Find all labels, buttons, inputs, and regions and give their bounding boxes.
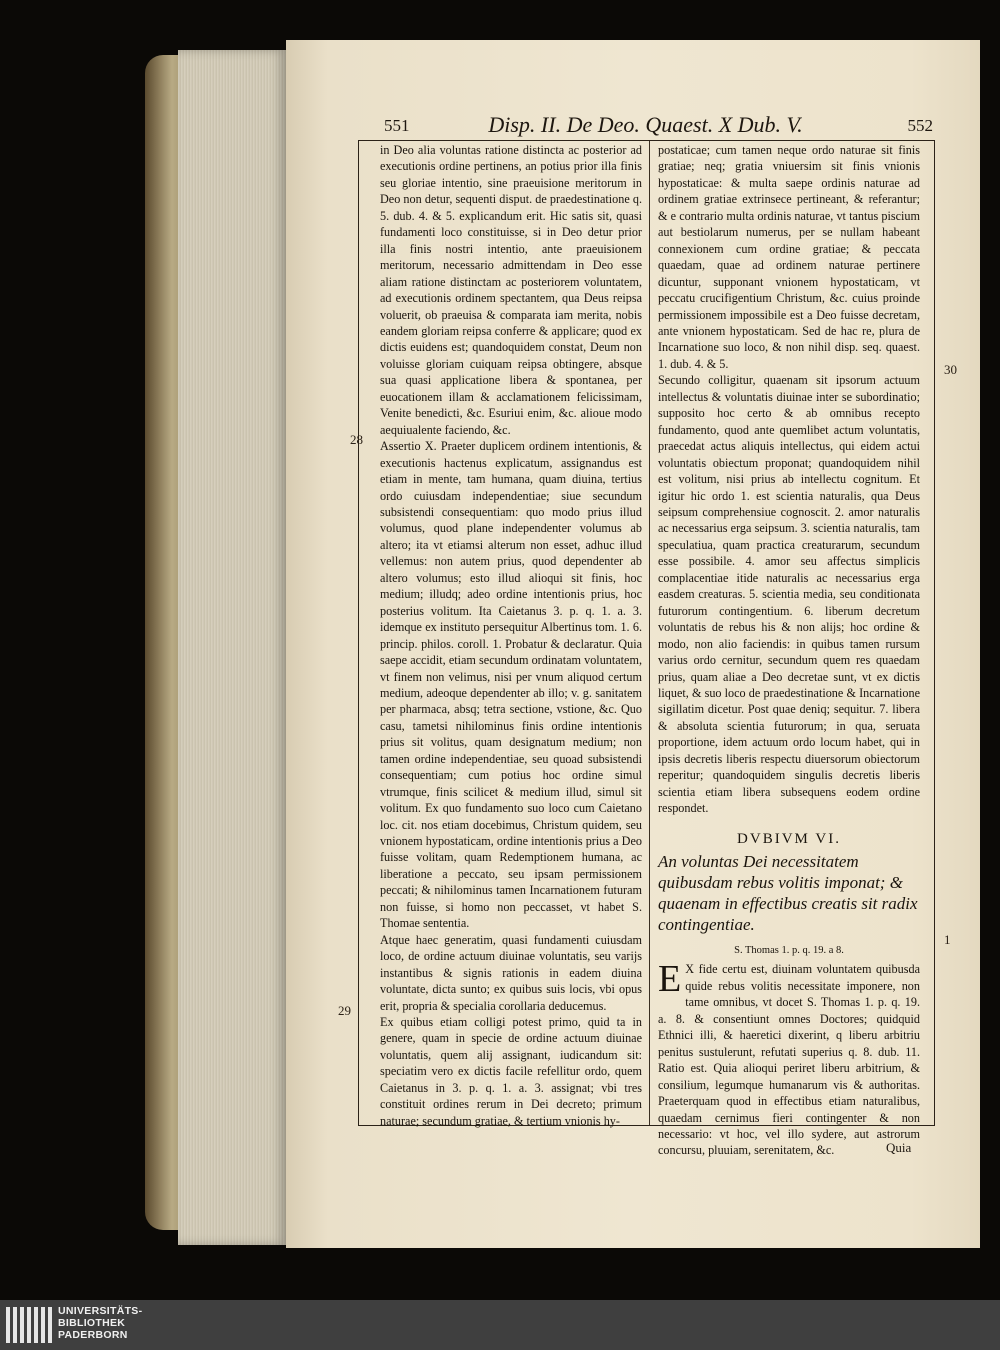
page-fore-edge: [178, 50, 286, 1245]
dubium-question: An voluntas Dei necessitatem quibusdam rebus volitis imponat; & quaenam in effectibus creatis sit radix contingentiae.: [658, 852, 918, 935]
running-title: Disp. II. De Deo. Quaest. X Dub. V.: [488, 112, 803, 137]
logo-line: UNIVERSITÄTS-: [58, 1305, 143, 1317]
dubium-text: X fide certu est, diuinam voluntatem quibusda quide rebus volitis necessitate imponere, non tame omnibus, vt docet S. Thomas 1. p. q. 19. a. 8. & consentiunt omnes Doctores; quidquid Ethnici illi, & haeretici dixerint, q liberu arbitriu penitus sustulerunt, refutati superius q. 8. dub. 11. Ratio est. Quia alioqui periret liberu arbitrium, & consilium, legumque humanarum vis & authoritas. Praeterquam quod in effectibus etiam naturalibus, quaedam cernimus fieri contingenter & non necessario: vt hoc, vel illo sydere, aut astrorum concursu, pluuiam, serenitatem, &c.: [658, 962, 920, 1158]
margin-number: 29: [338, 1003, 351, 1018]
paragraph: postaticae; cum tamen neque ordo naturae sit finis gratiae; neq; gratia vniuersim sit finis vnionis hypostaticae: & multa saepe ordinis naturae ad ordinem gratiae extrinsece pertineant, & referantur; & e contrario multa ordinis naturae, vt tantus piscium aut bestiolarum numerus, per se nullam habeant connexionem cum ordine gratiae; & peccata quaedam, quae ad ordinem naturae pertinere dicuntur, supponant vnionem hypostaticam, vt peccatu crucifigentium Christum, &c. cuius proinde permissionem impossibile est a Deo fuisse decretam, ante vnionem hypostaticam. Sed de hac re, plura de Incarnatione suo loco, & non nihil disp. seq. quaest. 1. dub. 4. & 5.: [658, 143, 920, 371]
column-divider: [649, 141, 650, 1125]
dubium-heading: DVBIVM VI.: [737, 830, 841, 847]
dubium-paragraph: [658, 958, 920, 1158]
library-logo-text: [58, 1305, 142, 1341]
margin-number: 30: [944, 362, 957, 377]
page-content: [286, 40, 980, 1248]
paragraph: in Deo alia voluntas ratione distincta ac posterior ad executionis ordine pertinens, an potius prior illa finis seu gloriae intentio, sine praeuisione meritorum in Deo non detur, sequenti disput. de praedestinatione q. 5. dub. 4. & 5. explicandum erit. Hic satis sit, quasi fundamenti loco constituisse, si in Deo detur prior illa finis nostri intentio, ante praeuisionem meritorum, necessario admittendam in Deo esse aliam ratione distinctam ac posteriorem voluntatem, ad executionis ordinem spectantem, qua Deus reipsa voluerit, ob praeuisa & comparata iam merita, nobis eandem gloriam reipsa conferre & applicare; quod ex dictis euidens est; quandoquidem constat, Deum non voluisse gloriam cuiquam reipsa obtingere, absque sua quasi applicatione libera & spontanea, per euocationem illam & acclamationem felicissimam, Venite benedicti, &c. Esuriui enim, &c. alioue modo aequiualente faciendo, &c.: [380, 143, 642, 437]
logo-line: PADERBORN: [58, 1329, 128, 1341]
right-column: [658, 142, 920, 1159]
citation: S. Thomas 1. p. q. 19. a 8.: [734, 945, 844, 957]
paragraph: Assertio X. Praeter duplicem ordinem intentionis, & executionis hactenus explicatum, assignandus est etiam in mente, tam humana, quam diuina, tertius ordo cuiusdam independentiae; siue secundum subsistendi consequentiam: quo modo prius illud volumus, quod plane independenter volumus ab altero; ita vt etiamsi alterum non esset, adhuc illud vellemus: non autem prius, quod dependenter ab altero volumus; esto illud alioqui sit finis, hoc medium; illudq; adeo ordine intentionis prius, hoc posterius volitum. Ita Caietanus 3. p. q. 1. a. 3. idemque ex instituto persequitur Albertinus tom. 1. 6. princip. philos. coroll. 1. Probatur & declaratur. Quia saepe accidit, etiam secundum ordinatam voluntatem, vt finem non velimus, nisi per vnum aliquod certum medium, adeoque dependenter ab illo; v. g. sanitatem per pharmaca, absq; tetra sectione, vstione, &c. Quo casu, tametsi nihilominus finis ordine intentionis prius sit volitus, quam designatum medium; non tamen ordine independentiae, seu quoad subsistendi consequentiam; cum potius hoc ordine simul vtrumque, finis scilicet & medium illud, simul sit volitum. Ex quo fundamento suo loco cum Caietano loc. cit. nos etiam docebimus, Christum quidem, seu vnionem hypostaticam, ordine intentionis prius a Deo fuisse volitam, quam Redemptionem humana, ac liberatione a peccato, seu ipsam permissionem peccati; & nihilominus tamen Incarnationem futuram non fuisse, si homo non peccasset, vt habet S. Thomae sententia.: [380, 439, 642, 931]
paragraph: Atque haec generatim, quasi fundamenti cuiusdam loco, de ordine actuum diuinae voluntatis, seu varijs instantibus & signis rationis in eadem diuina voluntate, dicta sunto; ex quibus suis locis, vbi opus erit, propria & specialia corollaria deducemus.: [380, 932, 642, 1013]
left-column: [380, 142, 642, 1129]
catchword: Quia: [886, 1140, 912, 1155]
margin-number: 1: [944, 932, 951, 947]
page-number-left: 551: [384, 116, 410, 135]
paragraph: Ex quibus etiam colligi potest primo, quid ta in genere, quam in specie de ordine actuum diuinae voluntatis, quem alij assignant, iudicandum sit: speciatim vero ex dictis facile refellitur ordo, quem Caietanus in 3. p. q. 1. a. 3. assignat; vbi tres constituit ordines rerum in Dei decreto; primum naturae; secundum gratiae, & tertium vnionis hy-: [380, 1015, 642, 1128]
drop-cap: E: [658, 958, 682, 1001]
library-logo-icon: [6, 1307, 52, 1343]
paragraph: Secundo colligitur, quaenam sit ipsorum actuum intellectus & voluntatis diuinae inter se subordinatio; supposito hoc certo & ab omnibus recepto fundamento, quod ante quemlibet actum voluntatis, praecedat actus aliquis intellectus, qui eidem actui voluntatis obiectum proponat; quandoquidem nihil est volitum, nisi prius ab intellectu cognitum. Et igitur hic ordo 1. est scientia naturalis, qua Deus seipsum comprehensiue cognoscit. 2. amor naturalis ac necessarius erga seipsum. 3. scientia naturalis, tam speculatiua, quam practica creaturarum, secundum esse possibile. 4. amor seu affectus simplicis complacentiae itide naturalis ac necessarius erga easdem creaturas. 5. scientia media, seu conditionata futurorum contingentium. 6. liberum decretum voluntatis de rebus his & non alijs; hoc ordine & modo, non alio faciendis: in quibus tamen rursum varius ordo cernitur, secundum quem res quaedam prius, quam aliae a Deo decretae sunt, vt ex dictis liquet, & suo loco de praedestinatione & Incarnatione sigillatim dicetur. Post quae deniq; sequitur. 7. libera & absoluta scientia futurorum; in qua, seruata proportione, idem actuum ordo locum habet, qui in ipsis decretis liberis respectu diuersorum obiectorum reperitur; quandoquidem singulis decretis liberis scientia etiam libera subsequens eodem ordine respondet.: [658, 373, 920, 816]
page-number-right: 552: [907, 116, 933, 135]
running-header: [358, 110, 933, 140]
margin-number: 28: [350, 432, 363, 447]
footer-bar: [0, 1300, 1000, 1350]
logo-line: BIBLIOTHEK: [58, 1317, 126, 1329]
